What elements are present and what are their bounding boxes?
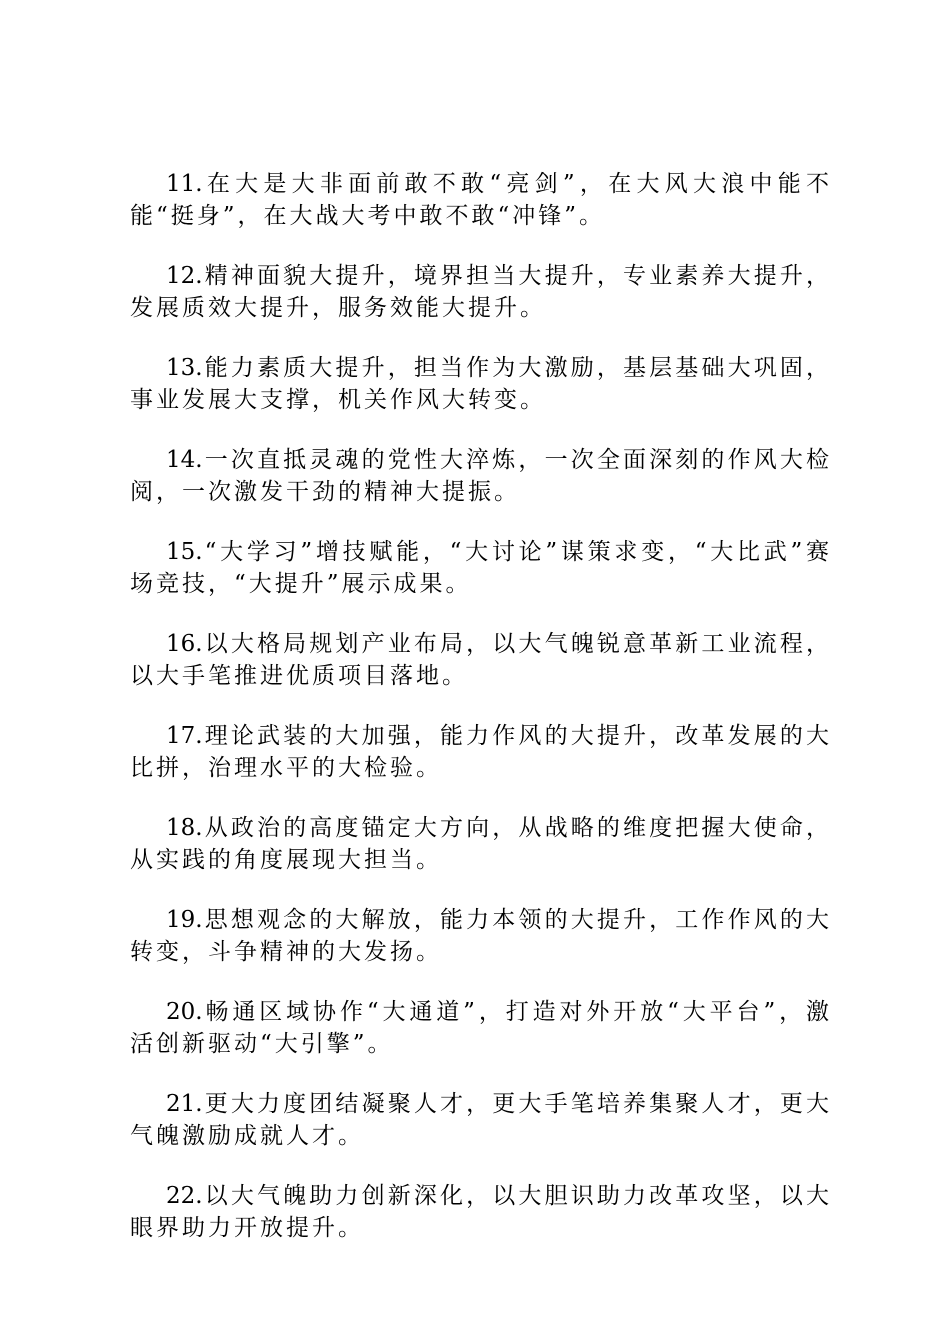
list-item: [130, 444, 832, 508]
list-item: [130, 812, 832, 876]
item-text: 从政治的高度锚定大方向，从战略的维度把握大使命，从实践的角度展现大担当。: [130, 815, 832, 873]
list-item: [130, 352, 832, 416]
list-item: [130, 536, 832, 600]
item-number: 19.: [166, 907, 203, 933]
list-item: [130, 260, 832, 324]
document-page: [130, 168, 832, 1272]
item-text: 精神面貌大提升，境界担当大提升，专业素养大提升，发展质效大提升，服务效能大提升。: [130, 263, 832, 321]
item-number: 11.: [166, 171, 203, 197]
item-number: 12.: [166, 263, 203, 289]
list-item: [130, 996, 832, 1060]
item-text: 以大气魄助力创新深化，以大胆识助力改革攻坚，以大眼界助力开放提升。: [130, 1183, 832, 1241]
item-number: 22.: [166, 1183, 203, 1209]
list-item: [130, 904, 832, 968]
item-number: 16.: [166, 631, 203, 657]
item-number: 15.: [166, 539, 203, 565]
item-text: 理论武装的大加强，能力作风的大提升，改革发展的大比拼，治理水平的大检验。: [130, 723, 832, 781]
item-number: 14.: [166, 447, 203, 473]
item-text: 能力素质大提升，担当作为大激励，基层基础大巩固，事业发展大支撑，机关作风大转变。: [130, 355, 832, 413]
list-item: [130, 1180, 832, 1244]
list-item: [130, 720, 832, 784]
list-item: [130, 168, 832, 232]
item-text: 一次直抵灵魂的党性大淬炼，一次全面深刻的作风大检阅，一次激发干劲的精神大提振。: [130, 447, 832, 505]
item-number: 20.: [166, 999, 203, 1025]
item-text: “大学习”增技赋能，“大讨论”谋策求变，“大比武”赛场竞技，“大提升”展示成果。: [130, 539, 832, 597]
item-text: 畅通区域协作“大通道”，打造对外开放“大平台”，激活创新驱动“大引擎”。: [130, 999, 832, 1057]
list-item: [130, 1088, 832, 1152]
item-number: 17.: [166, 723, 203, 749]
item-text: 更大力度团结凝聚人才，更大手笔培养集聚人才，更大气魄激励成就人才。: [130, 1091, 832, 1149]
item-number: 21.: [166, 1091, 203, 1117]
list-item: [130, 628, 832, 692]
item-text: 思想观念的大解放，能力本领的大提升，工作作风的大转变，斗争精神的大发扬。: [130, 907, 832, 965]
item-text: 在大是大非面前敢不敢“亮剑”，在大风大浪中能不能“挺身”，在大战大考中敢不敢“冲锋”。: [130, 171, 832, 229]
item-number: 13.: [166, 355, 203, 381]
item-text: 以大格局规划产业布局，以大气魄锐意革新工业流程，以大手笔推进优质项目落地。: [130, 631, 832, 689]
item-number: 18.: [166, 815, 203, 841]
